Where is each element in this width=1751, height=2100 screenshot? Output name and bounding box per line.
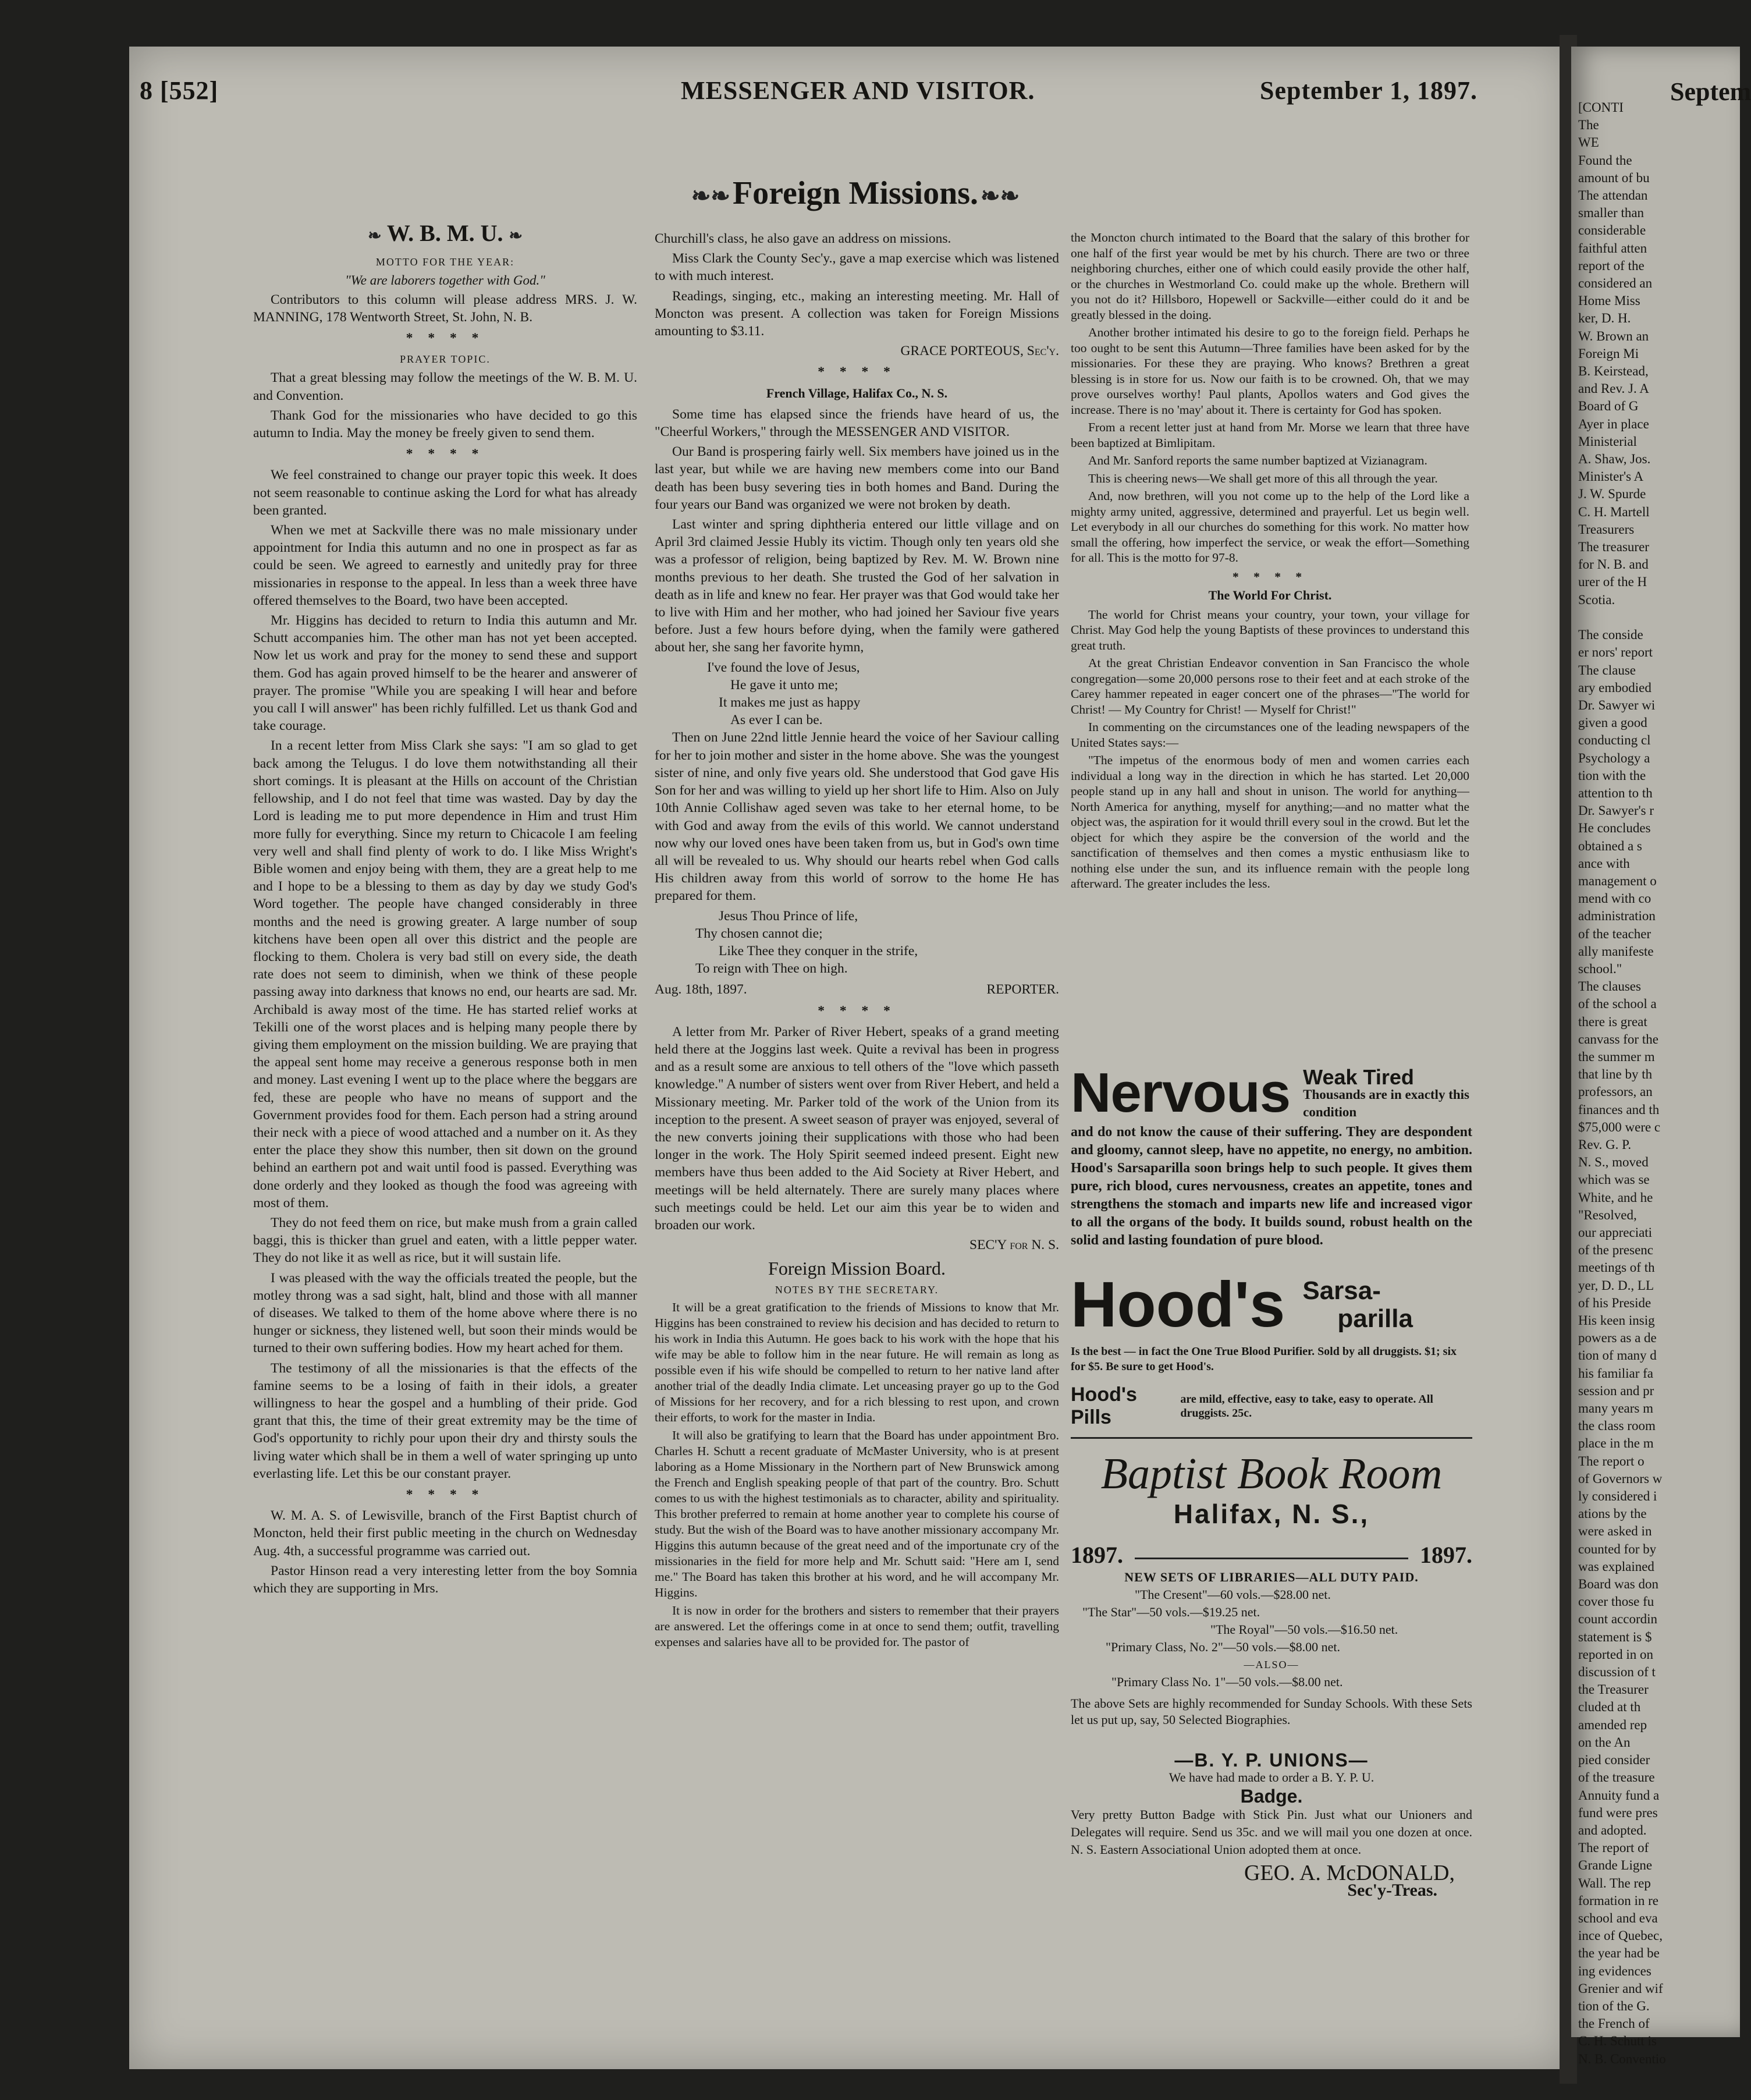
- poem-line: To reign with Thee on high.: [695, 961, 848, 977]
- facing-page-line: "Resolved,: [1578, 1207, 1637, 1222]
- paragraph: the Moncton church intimated to the Board that the salary of this brother for one half of the first year would be met by his church. There are two or three neighboring churches, either one of which could easily provide the other half, or the churches in Westmorland Co. could make up the whole. Brethern will you not do it? Hillsboro, Hopewell or Sackville—either could do it and be greatly blessed in the doing.: [1071, 230, 1469, 322]
- poem-line: As ever I can be.: [730, 712, 823, 728]
- motto: "We are laborers together with God.": [345, 273, 545, 288]
- bookroom-title: Baptist Book Room: [1100, 1449, 1443, 1498]
- byp-ad: [1071, 1751, 1472, 1899]
- nervous-ad-header: [1071, 1062, 1472, 1124]
- facing-page-line: Minister's A: [1578, 469, 1644, 484]
- facing-page-line: The treasurer: [1578, 540, 1649, 555]
- paragraph: Mr. Higgins has decided to return to India this autumn and Mr. Schutt accompanies him. The other man has not yet been accepted. Now let us work and pray for the money to send these and support them. God has again proved himself to be the hearer and answerer of prayer. The promise "While you are speaking I will hear and before you call I will answer" has been richly fulfilled. Let us thank God and take courage.: [253, 613, 637, 734]
- leaf-ornament-icon: ❧❧: [691, 183, 730, 209]
- byp-line: We have had made to order a B. Y. P. U.: [1168, 1770, 1374, 1785]
- facing-page-line: our appreciati: [1578, 1225, 1653, 1240]
- nervous-side-text: Thousands are in exactly this condition: [1303, 1087, 1469, 1119]
- facing-page-line: his familiar fa: [1578, 1365, 1654, 1381]
- facing-page-line: and Rev. J. A: [1578, 381, 1649, 396]
- stars-divider: * * * *: [406, 1487, 485, 1503]
- facing-page-line: The attendan: [1578, 188, 1648, 203]
- facing-page-line: the year had be: [1578, 1946, 1660, 1961]
- pills-text: are mild, effective, easy to take, easy to operate. All druggists. 25c.: [1180, 1393, 1433, 1420]
- hoods-headline: Hood's: [1071, 1269, 1285, 1340]
- facing-page-line: that line by th: [1578, 1067, 1653, 1082]
- paragraph: In commenting on the circumstances one of the leading newspapers of the United States says:—: [1071, 720, 1469, 750]
- facing-page-line: the French of: [1578, 2016, 1650, 2031]
- facing-page-line: counted for by: [1578, 1541, 1657, 1556]
- facing-page-line: canvass for the: [1578, 1031, 1658, 1047]
- facing-page-line: session and pr: [1578, 1383, 1654, 1398]
- facing-page-line: considered an: [1578, 276, 1653, 291]
- facing-page-line: attention to th: [1578, 785, 1653, 800]
- hoods-pills-ad: [1071, 1384, 1472, 1439]
- paragraph: "The impetus of the enormous body of men and women carries each individual a long way in the direction in which he has started. Let 20,000 people stand up in any hall and shout in unison. The world for anything—North America for anything, myself for anything;—and no matter what the object was, the aspiration for it would thrill every soul in the crowd. But let the object for which they aspire be the conversion of the world and the sanctification of themselves and then comes a mystic enthusiasm like to nothing else under the sun, and its influence remain with the people long afterward. The greater includes the less.: [1071, 753, 1469, 891]
- masthead: MESSENGER AND VISITOR.: [681, 76, 1035, 105]
- paragraph: From a recent letter just at hand from Mr. Morse we learn that three have been baptized at Bimlipitam.: [1071, 420, 1469, 450]
- paragraph: That a great blessing may follow the meetings of the W. B. M. U. and Convention.: [253, 370, 637, 403]
- byp-signature-title: Sec'y-Treas.: [1347, 1881, 1437, 1900]
- facing-page-line: W. Brown an: [1578, 328, 1649, 343]
- facing-page-line: Psychology a: [1578, 750, 1650, 765]
- paragraph: And, now brethren, will you not come up to the help of the Lord like a mighty army united, aggressive, determined and prayerful. Let us begin well. Let everybody in all our churches do something for this work. No matter how small the offering, how imperfect the service, or weak the effort—Something for all. This is the motto for 97-8.: [1071, 489, 1469, 565]
- facing-page-column: [1578, 99, 1735, 2066]
- paragraph: The testimony of all the missionaries is that the effects of the famine seems to be a losing of faith in their idols, a greater willingness to hear the gospel and a humbling of their pride. God grant that this, the time of their great extremity may be the time of God's opportunity to richly pour upon their dry and thirsty souls the living water which shall be in them a well of water springing up unto everlasting life. Let this be our constant prayer.: [253, 1360, 637, 1481]
- facing-page-line: discussion of t: [1578, 1665, 1656, 1680]
- paragraph: Some time has elapsed since the friends have heard of us, the "Cheerful Workers," through the MESSENGER AND VISITOR.: [655, 406, 1059, 440]
- facing-page-line: given a good: [1578, 715, 1647, 730]
- facing-page-line: administration: [1578, 909, 1656, 924]
- facing-page-line: faithful atten: [1578, 240, 1647, 256]
- column-missions: [655, 230, 1059, 1973]
- hoods-ad: [1071, 1269, 1472, 1340]
- facing-page-line: ly considered i: [1578, 1489, 1657, 1504]
- facing-page-line: mend with co: [1578, 891, 1651, 906]
- bookroom-city: Halifax, N. S.,: [1173, 1499, 1370, 1529]
- year-left: 1897.: [1071, 1542, 1123, 1568]
- facing-page-line: WE: [1578, 135, 1599, 150]
- facing-page-line: tion of many d: [1578, 1348, 1657, 1363]
- facing-page-line: obtained a s: [1578, 838, 1642, 853]
- bookroom-sets: [1071, 1569, 1472, 1691]
- facing-page-line: formation in re: [1578, 1893, 1658, 1908]
- facing-page-line: the class room: [1578, 1418, 1656, 1434]
- stars-divider: * * * *: [818, 364, 896, 380]
- facing-page-line: er nors' report: [1578, 645, 1653, 660]
- byp-signature: GEO. A. McDONALD,: [1244, 1861, 1455, 1885]
- section-title-block: [646, 175, 1065, 212]
- paragraph: It is now in order for the brothers and sisters to remember that their prayers are answered. Let the offerings come in at once to send them; outfit, travelling expenses and salaries have all to be provided for. The pastor of: [655, 1603, 1059, 1649]
- leaf-ornament-icon: ❧: [368, 227, 382, 245]
- facing-page-line: considerable: [1578, 223, 1646, 238]
- facing-page-line: ker, D. H.: [1578, 311, 1631, 326]
- facing-page-line: The clauses: [1578, 979, 1641, 994]
- subheading: French Village, Halifax Co., N. S.: [766, 385, 948, 400]
- nervous-side: [1303, 1065, 1472, 1121]
- facing-page-line: count accordin: [1578, 1612, 1658, 1627]
- facing-page-line: Grande Ligne: [1578, 1858, 1653, 1873]
- prayer-label: PRAYER TOPIC.: [400, 353, 491, 366]
- facing-page-line: Ministerial: [1578, 434, 1637, 449]
- facing-page-line: was explained: [1578, 1559, 1654, 1574]
- facing-page-line: [1578, 609, 1735, 626]
- also-label: —ALSO—: [1244, 1659, 1299, 1670]
- wbmu-title: W. B. M. U.: [386, 220, 503, 246]
- sets-lead: NEW SETS OF LIBRARIES—ALL DUTY PAID.: [1124, 1570, 1419, 1584]
- facing-page-line: the Treasurer: [1578, 1682, 1649, 1697]
- facing-page-line: N. S., moved: [1578, 1155, 1649, 1170]
- facing-page-line: [CONTI: [1578, 100, 1624, 115]
- facing-page-line: $75,000 were c: [1578, 1119, 1661, 1134]
- paragraph: It will be a great gratification to the friends of Missions to know that Mr. Higgins has been constrained to review his decision and has decided to return to his work in India this Autumn. He goes back to his work with the hope that his wife may be able to follow him in the near future. He will remain as long as possible even if his wife should be compelled to return to her native land after another trial of the deadly India climate. Let unceasing prayer go up to the God of Missions for her recovery, and for a rich blessing to rest upon, and crown their efforts, to work for the master in India.: [655, 1300, 1059, 1424]
- paragraph: Churchill's class, he also gave an address on missions.: [655, 231, 951, 246]
- bookroom-note: The above Sets are highly recommended for Sunday Schools. With these Sets let us put up, say, 50 Selected Biographies.: [1071, 1696, 1472, 1727]
- paragraph: Last winter and spring diphtheria entered our little village and on April 3rd claimed Jessie Hubly its victim. Though only ten years old she was a professor of religion, being baptized by Rev. M. W. Brown nine months previous to her death. She trusted the God of her salvation in death as in life and knew no fear. Her prayer was that God would take her to live with Him and her mother, who had joined her Saviour five years before. Just a few hours before dying, when the family were gathered about her, she sang her favorite hymn,: [655, 517, 1059, 655]
- facing-page-line: meetings of th: [1578, 1260, 1655, 1275]
- facing-page-line: of the teacher: [1578, 926, 1651, 941]
- bookroom-ad: [1071, 1449, 1472, 1530]
- facing-page-line: White, and he: [1578, 1190, 1653, 1205]
- motto-label: MOTTO FOR THE YEAR:: [375, 256, 515, 268]
- poem-line: Like Thee they conquer in the strife,: [719, 943, 918, 959]
- sarsaparilla-line-1: Sarsa-: [1302, 1276, 1381, 1305]
- facing-page-line: yer, D. D., LL: [1578, 1278, 1654, 1293]
- paragraph: This is cheering news—We shall get more of this all through the year.: [1088, 471, 1438, 485]
- paragraph: They do not feed them on rice, but make mush from a grain called baggi, this is thicker than gruel and eaten, with a little pepper water. They do not like it as well as rice, but it will sustain life.: [253, 1215, 637, 1266]
- facing-page-line: ations by the: [1578, 1506, 1647, 1521]
- facing-page-line: Scotia.: [1578, 592, 1615, 607]
- column-wbmu: [253, 215, 637, 1991]
- paragraph: In a recent letter from Miss Clark she says: "I am so glad to get back among the Telugus. I do love them notwithstanding all their short comings. It is pleasant at the Hills on account of the Christian fellowship, and I do not feel that time was wasted. Day by day the Lord is leading me to put more dependence in Him and trust Him more fully for everything. Since my return to Chicacole I am feeling very well and shall find plenty of work to do. I like Miss Wright's Bible women and enjoy being with them, they are a great help to me and I hope to be a blessing to them as day by day we study God's Word together. The people have changed considerably in three months and the need is growing greater. A large number of soup kitchens have been open all over this district and the people are flocking to them. Cholera is very bad still on every side, the death rate does not seem to diminish, when we think of these people passing away into darkness that knows no end, our hearts are sad. Mr. Archibald is away most of the time. He has started relief works at Tekilli one of the worst places and is helping many people there by giving them employment on the mission building. We are praying that the appeal sent home may receive a generous response both in men and money. Last evening I went up to the place where the beggars are fed, these are people who have no means of support and the Government provides food for them. Each person had a string around their neck with a piece of wood attached and a number on it. As they enter the place they show this number, then sit down on the ground behind an earthern pot and wait until food is passed. Everything was done orderly and they looked as though the food was agreeing with most of them.: [253, 738, 637, 1211]
- byp-badge: Badge.: [1240, 1786, 1303, 1807]
- facing-page-line: smaller than: [1578, 205, 1645, 221]
- set-item: "The Royal"—50 vols.—$16.50 net.: [1210, 1622, 1398, 1637]
- facing-page-line: Home Miss: [1578, 293, 1640, 308]
- facing-page-line: Annuity fund a: [1578, 1787, 1660, 1803]
- facing-page-line: C. H. Martell: [1578, 504, 1650, 519]
- signature: SEC'Y for N. S.: [969, 1237, 1059, 1253]
- facing-page-line: place in the m: [1578, 1436, 1654, 1451]
- facing-page-line: conducting cl: [1578, 733, 1651, 748]
- facing-page-line: ince of Quebec,: [1578, 1928, 1663, 1943]
- facing-page-header: Septem: [1670, 77, 1751, 106]
- paragraph: Readings, singing, etc., making an interesting meeting. Mr. Hall of Moncton was present. A collection was taken for Foreign Missions amounting to $3.11.: [655, 288, 1059, 339]
- facing-page-line: C. H. Schutt is: [1578, 2034, 1657, 2049]
- paragraph: At the great Christian Endeavor convention in San Francisco the whole congregation—some 20,000 persons rose to their feet and at each stroke of the Carey hammer repeated in eager concert one of the phrases—"The world for Christ! — My Country for Christ! — Myself for Christ!": [1071, 656, 1469, 716]
- facing-page-line: management o: [1578, 873, 1657, 888]
- facing-page-line: which was se: [1578, 1172, 1650, 1187]
- facing-page-line: ary embodied: [1578, 680, 1651, 695]
- facing-page-line: professors, an: [1578, 1084, 1653, 1099]
- date: Aug. 18th, 1897.: [655, 982, 747, 998]
- dateline: [655, 981, 1059, 998]
- facing-page-line: amount of bu: [1578, 170, 1650, 185]
- facing-page-line: of his Preside: [1578, 1295, 1651, 1310]
- paragraph: We feel constrained to change our prayer topic this week. It does not seem reasonable to continue asking the Lord for what has already been granted.: [253, 467, 637, 518]
- set-item: "The Cresent"—60 vols.—$28.00 net.: [1135, 1587, 1331, 1602]
- byp-heading: —B. Y. P. UNIONS—: [1174, 1750, 1369, 1771]
- facing-page-line: amended rep: [1578, 1717, 1647, 1732]
- facing-page-line: He concludes: [1578, 821, 1651, 836]
- facing-page-line: ing evidences: [1578, 1963, 1651, 1978]
- paragraph: A letter from Mr. Parker of River Hebert, speaks of a grand meeting held there at the Joggins last week. Quite a revival has been in progress and as a result some are anxious to tell others of the "love which passeth knowledge." A number of sisters went over from River Hebert, and held a Missionary meeting. Mr. Parker told of the work of the Union from its inception to the present. A sweet season of prayer was enjoyed, several of the new converts joining their supplications with those who had been longer in the work. The Holy Spirit seemed indeed present. Eight new members have thus been added to the Aid Society at River Hebert, and meetings will be held alternately. There are surely many places where such meetings could be held. Let our aim this year be to widen and broaden our work.: [655, 1024, 1059, 1233]
- set-item: "Primary Class, No. 2"—50 vols.—$8.00 net.: [1106, 1640, 1340, 1654]
- leaf-ornament-icon: ❧❧: [981, 183, 1020, 209]
- facing-page-line: powers as a de: [1578, 1331, 1657, 1346]
- facing-page-line: Board was don: [1578, 1577, 1658, 1592]
- poem-line: It makes me just as happy: [719, 695, 861, 711]
- facing-page-line: cover those fu: [1578, 1594, 1654, 1609]
- facing-page-line: reported in on: [1578, 1647, 1654, 1662]
- facing-page-line: ance with: [1578, 856, 1630, 871]
- facing-page-line: The: [1578, 118, 1599, 133]
- hoods-tagline: Is the best — in fact the One True Blood Purifier. Sold by all druggists. $1; six for $5. Be sure to get Hood's.: [1071, 1345, 1457, 1373]
- facing-page-line: Grenier and wif: [1578, 1981, 1663, 1996]
- sarsaparilla-line-2: parilla: [1337, 1304, 1413, 1333]
- facing-page-line: ally manifeste: [1578, 943, 1654, 959]
- set-item: "Primary Class No. 1"—50 vols.—$8.00 net.: [1111, 1675, 1343, 1689]
- facing-page-line: urer of the H: [1578, 574, 1647, 590]
- facing-page-line: many years m: [1578, 1401, 1654, 1416]
- poem-line: Jesus Thou Prince of life,: [719, 908, 858, 924]
- facing-page-line: of the school a: [1578, 996, 1657, 1012]
- facing-page-line: finances and th: [1578, 1102, 1660, 1117]
- facing-page-line: Board of G: [1578, 399, 1639, 414]
- facing-page-line: tion with the: [1578, 768, 1646, 783]
- paragraph: When we met at Sackville there was no male missionary under appointment for India this autumn and no one in prospect as far as could be seen. We agreed to earnestly and unitedly pray for three missionaries in response to the appeal. In less than a week three have offered themselves to the Board, two have been accepted.: [253, 523, 637, 608]
- column-world-for-christ: [1071, 230, 1469, 1062]
- board-heading: Foreign Mission Board.: [768, 1258, 946, 1279]
- paragraph: And Mr. Sanford reports the same number baptized at Vizianagram.: [1088, 453, 1427, 467]
- poem-line: He gave it unto me;: [730, 677, 839, 693]
- byp-body: Very pretty Button Badge with Stick Pin. Just what our Unioners and Delegates will require. Send us 35c. and we will mail you one dozen at once. N. S. Eastern Associational Union adopted them at once.: [1071, 1807, 1472, 1857]
- facing-page-line: for N. B. and: [1578, 557, 1649, 572]
- paragraph: Another brother intimated his desire to go to the foreign field. Perhaps he too ought to be sent this Autumn—Three families have been asked for by the missionaries. For these they are praying. Who knows? Brethren a great blessing is in store for us. Now our faith is to be crowned. Oh, that we may prove ourselves worthy! Paul plants, Apollos waters and God gives the increase. There is no 'may' about it. There is certainty for God has spoken.: [1071, 325, 1469, 417]
- sarsaparilla: [1302, 1277, 1413, 1333]
- paragraph: It will also be gratifying to learn that the Board has under appointment Bro. Charles H. Schutt a recent graduate of McMaster University, who is at present laboring as a Home Missionary in the Northern part of New Brunswick among the French and English speaking people of that part of the country. Bro. Schutt comes to us with the highest testimonials as to character, ability and spirituality. This brother preferred to remain at home another year to complete his course of study. But the wish of the Board was to have another missionary accompany Mr. Higgins this autumn because of the great need and of the importunate cry of the missionaries in the field for more help and Mr. Schutt said: "Here am I, send me." The Board has taken this brother at his word, and he will accompany Mr. Higgins.: [655, 1428, 1059, 1599]
- facing-page-line: The conside: [1578, 627, 1643, 643]
- stars-divider: * * * *: [818, 1003, 896, 1019]
- page-number: 8 [552]: [140, 76, 219, 105]
- facing-page-line: Treasurers: [1578, 522, 1635, 537]
- signature: GRACE PORTEOUS, Sec'y.: [900, 343, 1059, 359]
- board-subheading: NOTES BY THE SECRETARY.: [775, 1283, 939, 1296]
- facing-page-line: Found the: [1578, 152, 1632, 168]
- facing-page-line: The clause: [1578, 662, 1636, 677]
- facing-page-line: of the treasure: [1578, 1770, 1655, 1785]
- poem-line: Thy chosen cannot die;: [695, 925, 823, 941]
- facing-page-line: on the An: [1578, 1734, 1631, 1750]
- facing-page-line: Ayer in place: [1578, 416, 1649, 431]
- facing-page-line: pied consider: [1578, 1753, 1650, 1768]
- facing-page-line: of Governors w: [1578, 1471, 1663, 1486]
- paragraph: Our Band is prospering fairly well. Six members have joined us in the last year, but while we are having new members come into our Band death has been busy severing ties in both homes and Band. During the four years our Band was organized we were not broken by death.: [655, 444, 1059, 512]
- facing-page-line: Foreign Mi: [1578, 346, 1639, 361]
- wbmu-title-block: [253, 220, 637, 246]
- contrib-note: Contributors to this column will please address MRS. J. W. MANNING, 178 Wentworth Street, St. John, N. B.: [253, 292, 637, 325]
- facing-page-line: Rev. G. P.: [1578, 1137, 1632, 1152]
- facing-page-line: were asked in: [1578, 1524, 1652, 1539]
- facing-page-line: tion of the G.: [1578, 1998, 1650, 2013]
- facing-page-line: cluded at th: [1578, 1700, 1641, 1715]
- facing-page-line: His keen insig: [1578, 1313, 1655, 1328]
- facing-page-line: B. Keirstead,: [1578, 364, 1649, 379]
- facing-page-line: of the presenc: [1578, 1243, 1653, 1258]
- year-right: 1897.: [1420, 1542, 1472, 1568]
- facing-page-line: Dr. Sawyer wi: [1578, 697, 1656, 712]
- paragraph: W. M. A. S. of Lewisville, branch of the First Baptist church of Moncton, held their first public meeting in the church on Wednesday Aug. 4th, a successful programme was carried out.: [253, 1508, 637, 1559]
- stars-divider: * * * *: [1232, 569, 1308, 584]
- facing-page-line: Wall. The rep: [1578, 1875, 1651, 1890]
- paragraph: Thank God for the missionaries who have decided to go this autumn to India. May the money be freely given to send them.: [253, 407, 637, 441]
- facing-page-line: A. Shaw, Jos.: [1578, 452, 1651, 467]
- leaf-ornament-icon: ❧: [509, 227, 523, 245]
- pills-name: Hood's Pills: [1071, 1384, 1137, 1428]
- subheading: The World For Christ.: [1208, 588, 1332, 602]
- facing-page-line: and adopted.: [1578, 1822, 1647, 1838]
- issue-date: September 1, 1897.: [1260, 76, 1478, 105]
- stars-divider: * * * *: [406, 446, 485, 462]
- nervous-headline: Nervous: [1071, 1062, 1291, 1124]
- facing-page-line: N. B. Conventio: [1578, 2051, 1666, 2066]
- bookroom-years: [1071, 1541, 1472, 1569]
- year-rule: [1135, 1541, 1408, 1559]
- facing-page-line: Dr. Sawyer's r: [1578, 803, 1654, 818]
- stars-divider: * * * *: [406, 331, 485, 346]
- paragraph: Then on June 22nd little Jennie heard the voice of her Saviour calling for her to join mother and sister in the home above. She was the youngest sister of nine, and only five years old. She understood that God gave His Son for her and was willing to yield up her short life to Him. Also on July 10th Annie Collishaw aged seven was take to her eternal home, to be with God and away from the evils of this world. We cannot understand now why our loved ones have been taken from us, but in God's own time all will be revealed to us. Why should our hearts rebel when God calls His children away from this world of sorrow to the home He has prepared for them.: [655, 730, 1059, 904]
- paragraph: Miss Clark the County Sec'y., gave a map exercise which was listened to with much interest.: [655, 251, 1059, 284]
- facing-page-line: statement is $: [1578, 1629, 1652, 1644]
- facing-page-line: there is great: [1578, 1014, 1647, 1029]
- facing-page-line: J. W. Spurde: [1578, 487, 1646, 502]
- facing-page-line: fund were pres: [1578, 1805, 1658, 1820]
- weak-tired: Weak Tired: [1303, 1065, 1414, 1089]
- facing-page-line: report of the: [1578, 258, 1645, 273]
- facing-page-line: the summer m: [1578, 1049, 1655, 1064]
- section-title: Foreign Missions.: [732, 175, 979, 211]
- facing-page-line: The report o: [1578, 1453, 1645, 1468]
- paragraph: I was pleased with the way the officials treated the people, but the motley throng was a sad sight, halt, blind and those with all manner of diseases. We talked to them of the home above where there is no hunger or sickness, they listened well, but soon their minds would be turned to their own suffering bodies. How my heart ached for them.: [253, 1270, 637, 1356]
- poem-line: I've found the love of Jesus,: [707, 659, 860, 675]
- nervous-body: and do not know the cause of their suffering. They are despondent and gloomy, cannot sleep, have no appetite, no energy, no ambition. Hood's Sarsaparilla soon brings help to such people. It gives them pure, rich blood, cures nervousness, creates an appetite, tones and strengthens the stomach and imparts new life and increased vigor to all the organs of the body. It builds sound, robust health on the solid and lasting foundation of pure blood.: [1071, 1125, 1472, 1248]
- signature: REPORTER.: [986, 982, 1059, 998]
- facing-page-line: school.": [1578, 961, 1622, 976]
- set-item: "The Star"—50 vols.—$19.25 net.: [1082, 1605, 1260, 1619]
- advertisements: [1071, 1062, 1472, 1985]
- paragraph: Pastor Hinson read a very interesting letter from the boy Somnia which they are supporting in Mrs.: [253, 1563, 637, 1597]
- facing-page-line: school and eva: [1578, 1910, 1658, 1925]
- paragraph: The world for Christ means your country, your town, your village for Christ. May God help the young Baptists of these provinces to understand this great truth.: [1071, 607, 1469, 652]
- facing-page-line: The report of: [1578, 1840, 1649, 1856]
